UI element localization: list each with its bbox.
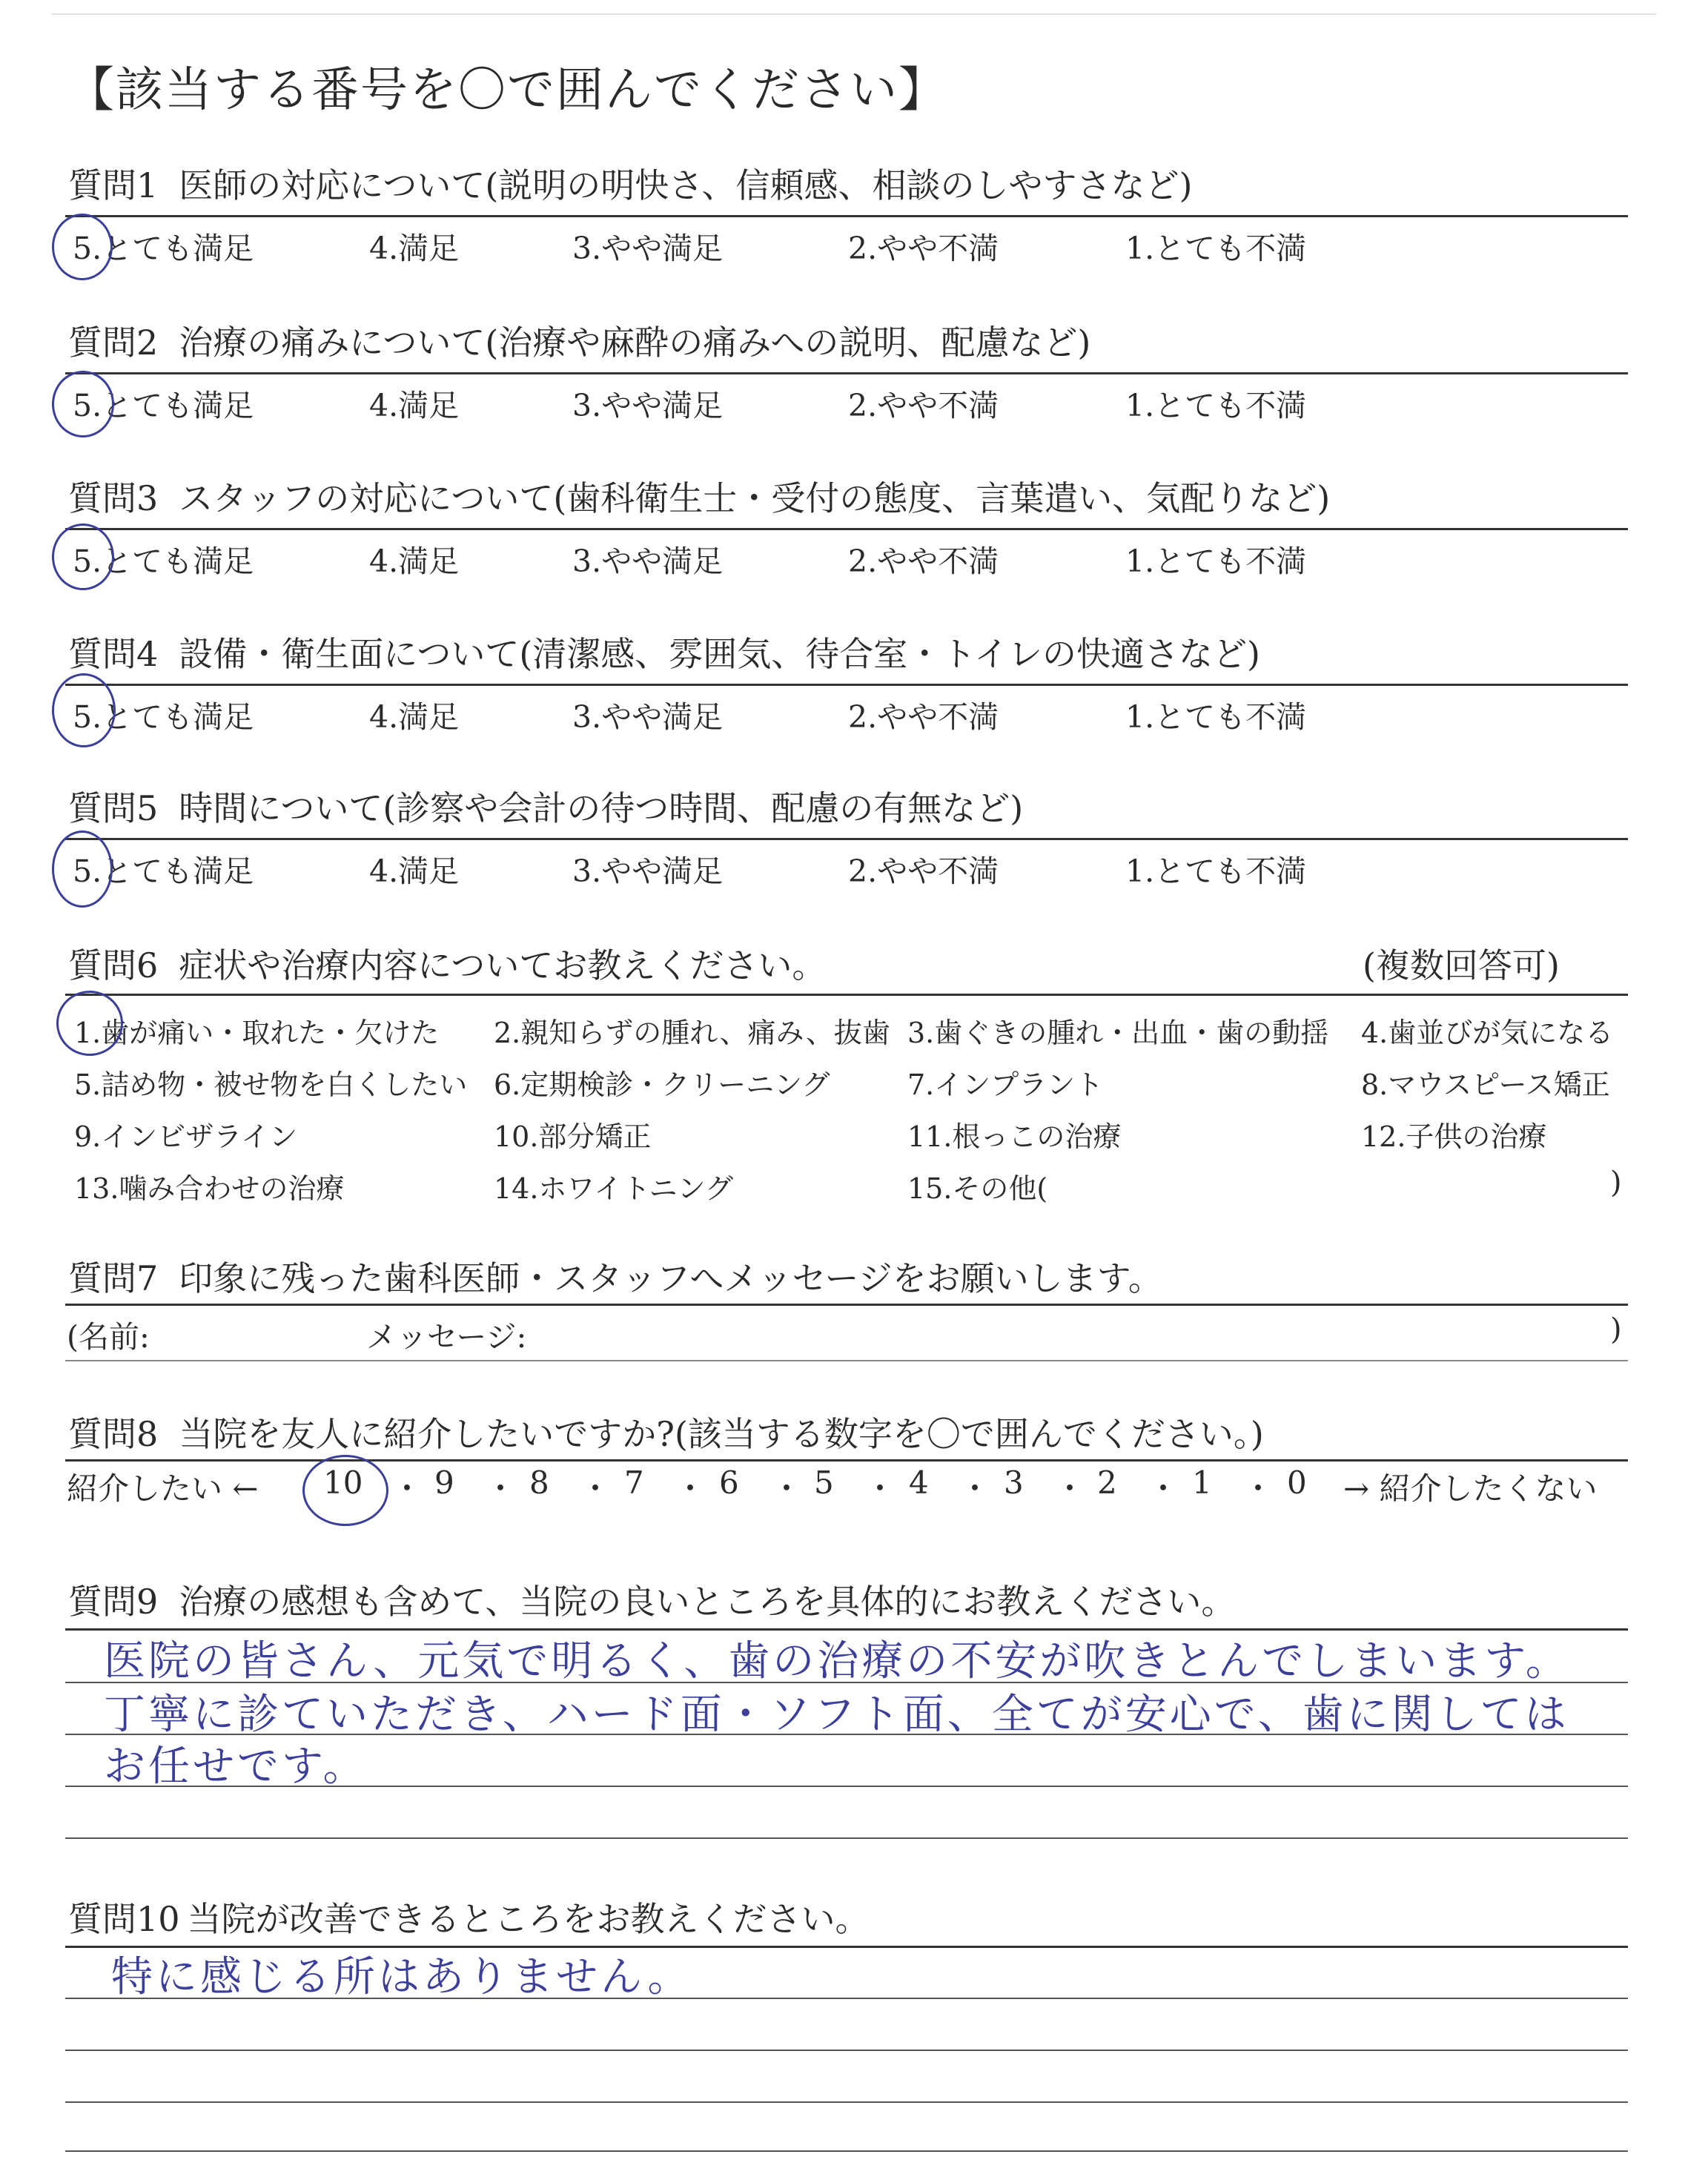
question-8-rule	[65, 1459, 1628, 1462]
q6-option-14[interactable]: 14.ホワイトニング	[494, 1172, 734, 1205]
q8-scale-10[interactable]: 10	[323, 1464, 363, 1501]
q6-option-7[interactable]: 7.インプラント	[907, 1069, 1104, 1101]
q7-answer-line	[65, 1360, 1628, 1361]
answer-circle	[52, 214, 113, 280]
q4-option-1[interactable]: 1.とても不満	[1125, 699, 1307, 735]
form-heading: 【該当する番号を〇で囲んでください】	[67, 63, 947, 118]
question-1-rule	[65, 215, 1628, 217]
q8-scale-sep: ・	[391, 1470, 423, 1507]
q5-option-4[interactable]: 4.満足	[369, 853, 460, 889]
question-1-text: 医師の対応について(説明の明快さ、信頼感、相談のしやすさなど)	[179, 165, 1193, 205]
question-2	[68, 316, 1090, 365]
question-9	[68, 1575, 1235, 1624]
q9-answer-line	[65, 1837, 1628, 1839]
q10-answer-line	[65, 2150, 1628, 2152]
question-9-text: 治療の感想も含めて、当院の良いところを具体的にお教えください。	[179, 1582, 1236, 1622]
q2-option-4[interactable]: 4.満足	[369, 388, 460, 423]
q3-option-2[interactable]: 2.やや不満	[848, 544, 999, 579]
question-5-label: 質問5	[68, 788, 159, 828]
top-border	[52, 13, 1656, 15]
q1-option-5[interactable]: 5.とても満足	[73, 231, 254, 266]
q6-option-10[interactable]: 10.部分矯正	[494, 1120, 652, 1153]
q6-option-4[interactable]: 4.歯並びが気になる	[1361, 1017, 1614, 1049]
q8-scale-7[interactable]: 7	[624, 1464, 644, 1501]
q4-option-4[interactable]: 4.満足	[369, 699, 460, 735]
q5-option-2[interactable]: 2.やや不満	[848, 853, 999, 889]
question-5	[68, 782, 1023, 830]
q6-option-9[interactable]: 9.インビザライン	[74, 1120, 298, 1153]
q6-option-2[interactable]: 2.親知らずの腫れ、痛み、抜歯	[494, 1017, 890, 1049]
q8-scale-sep: ・	[959, 1470, 991, 1507]
q8-scale-2[interactable]: 2	[1097, 1464, 1117, 1501]
q7-close-paren: )	[1610, 1312, 1622, 1347]
question-7-label: 質問7	[68, 1258, 159, 1298]
question-3-rule	[65, 528, 1628, 530]
q4-option-2[interactable]: 2.やや不満	[848, 699, 999, 735]
question-3-text: スタッフの対応について(歯科衛生士・受付の態度、言葉遣い、気配りなど)	[179, 478, 1331, 518]
q7-name-label: (名前:	[67, 1319, 150, 1355]
q8-scale-sep: ・	[1054, 1470, 1086, 1507]
q5-option-1[interactable]: 1.とても不満	[1125, 853, 1307, 889]
q6-option-3[interactable]: 3.歯ぐきの腫れ・出血・歯の動揺	[907, 1017, 1329, 1049]
answer-circle	[52, 830, 113, 908]
q8-scale-sep: ・	[771, 1470, 803, 1507]
q10-answer-line	[65, 2050, 1628, 2051]
q8-scale-4[interactable]: 4	[909, 1464, 929, 1501]
q1-option-2[interactable]: 2.やや不満	[848, 231, 999, 266]
question-5-rule	[65, 838, 1628, 840]
q7-message-label: メッセージ:	[366, 1319, 527, 1355]
question-10	[68, 1892, 870, 1941]
q8-scale-sep: ・	[1148, 1470, 1179, 1507]
q9-answer-line-1: 医院の皆さん、元気で明るく、歯の治療の不安が吹きとんでしまいます。	[104, 1637, 1570, 1685]
q3-option-5[interactable]: 5.とても満足	[73, 544, 254, 579]
question-10-label: 質問10	[68, 1899, 180, 1939]
question-2-text: 治療の痛みについて(治療や麻酔の痛みへの説明、配慮など)	[179, 323, 1091, 363]
q6-option-8[interactable]: 8.マウスピース矯正	[1361, 1069, 1610, 1101]
q8-scale-sep: ・	[580, 1470, 612, 1507]
question-3-label: 質問3	[68, 478, 159, 518]
question-8-label: 質問8	[68, 1414, 159, 1454]
question-4-text: 設備・衛生面について(清潔感、雰囲気、待合室・トイレの快適さなど)	[179, 634, 1260, 674]
q8-right-label: → 紹介したくない	[1343, 1470, 1598, 1507]
q8-left-label: 紹介したい ←	[67, 1470, 259, 1507]
q3-option-1[interactable]: 1.とても不満	[1125, 544, 1307, 579]
question-2-rule	[65, 372, 1628, 374]
question-8-text: 当院を友人に紹介したいですか?(該当する数字を〇で囲んでください。)	[179, 1414, 1264, 1454]
q6-option-1[interactable]: 1.歯が痛い・取れた・欠けた	[74, 1017, 440, 1049]
q8-scale-9[interactable]: 9	[434, 1464, 454, 1501]
answer-circle	[52, 371, 114, 437]
question-9-label: 質問9	[68, 1582, 159, 1622]
q3-option-4[interactable]: 4.満足	[369, 544, 460, 579]
q8-scale-sep: ・	[864, 1470, 896, 1507]
q4-option-3[interactable]: 3.やや満足	[572, 699, 724, 735]
q8-scale-sep: ・	[1242, 1470, 1274, 1507]
q6-option-13[interactable]: 13.噛み合わせの治療	[74, 1172, 345, 1205]
question-1	[68, 159, 1192, 208]
q10-answer-line	[65, 2101, 1628, 2103]
q6-option-11[interactable]: 11.根っこの治療	[907, 1120, 1122, 1153]
q2-option-2[interactable]: 2.やや不満	[848, 388, 999, 423]
q5-option-5[interactable]: 5.とても満足	[73, 853, 254, 889]
question-7-rule	[65, 1304, 1628, 1306]
question-4	[68, 627, 1260, 676]
q8-scale-0[interactable]: 0	[1287, 1464, 1307, 1501]
question-4-rule	[65, 684, 1628, 686]
q8-scale-sep: ・	[675, 1470, 706, 1507]
q6-option-15[interactable]: 15.その他(	[907, 1172, 1048, 1205]
q1-option-4[interactable]: 4.満足	[369, 231, 460, 266]
question-1-label: 質問1	[68, 165, 159, 205]
q2-option-3[interactable]: 3.やや満足	[572, 388, 724, 423]
q10-answer-line-1: 特に感じる所はありません。	[111, 1953, 692, 2001]
answer-circle	[52, 524, 114, 590]
question-6-note: (複数回答可)	[1363, 945, 1560, 985]
answer-circle	[302, 1455, 388, 1526]
q3-option-3[interactable]: 3.やや満足	[572, 544, 724, 579]
q6-option-6[interactable]: 6.定期検診・クリーニング	[494, 1069, 830, 1101]
answer-circle	[56, 991, 123, 1056]
question-5-text: 時間について(診察や会計の待つ時間、配慮の有無など)	[179, 788, 1024, 828]
question-2-label: 質問2	[68, 323, 159, 363]
q4-option-5[interactable]: 5.とても満足	[73, 699, 254, 735]
q5-option-3[interactable]: 3.やや満足	[572, 853, 724, 889]
question-6	[68, 939, 826, 988]
question-7	[68, 1252, 1162, 1301]
q1-option-1[interactable]: 1.とても不満	[1125, 231, 1307, 266]
q6-other-close-paren: )	[1610, 1166, 1622, 1200]
q6-option-12[interactable]: 12.子供の治療	[1361, 1120, 1547, 1153]
question-10-text: 当院が改善できるところをお教えください。	[187, 1899, 870, 1939]
q8-scale-sep: ・	[485, 1470, 517, 1507]
q2-option-5[interactable]: 5.とても満足	[73, 388, 254, 423]
question-6-text: 症状や治療内容についてお教えください。	[179, 945, 827, 985]
answer-circle	[52, 673, 116, 747]
question-7-text: 印象に残った歯科医師・スタッフへメッセージをお願いします。	[179, 1258, 1162, 1298]
q8-scale-5[interactable]: 5	[814, 1464, 834, 1501]
q9-answer-line-2: 丁寧に診ていただき、ハード面・ソフト面、全てが安心で、歯に関しては	[104, 1691, 1569, 1739]
q8-scale-6[interactable]: 6	[719, 1464, 739, 1501]
question-6-label: 質問6	[68, 945, 159, 985]
question-3	[68, 472, 1330, 521]
q2-option-1[interactable]: 1.とても不満	[1125, 388, 1307, 423]
q6-option-5[interactable]: 5.詰め物・被せ物を白くしたい	[74, 1069, 468, 1101]
q9-answer-line-3: お任せです。	[104, 1743, 368, 1791]
q1-option-3[interactable]: 3.やや満足	[572, 231, 724, 266]
q8-scale-8[interactable]: 8	[529, 1464, 549, 1501]
q8-scale-1[interactable]: 1	[1192, 1464, 1212, 1501]
question-6-rule	[65, 994, 1628, 996]
question-8	[68, 1407, 1264, 1456]
q8-scale-3[interactable]: 3	[1004, 1464, 1024, 1501]
question-4-label: 質問4	[68, 634, 159, 674]
